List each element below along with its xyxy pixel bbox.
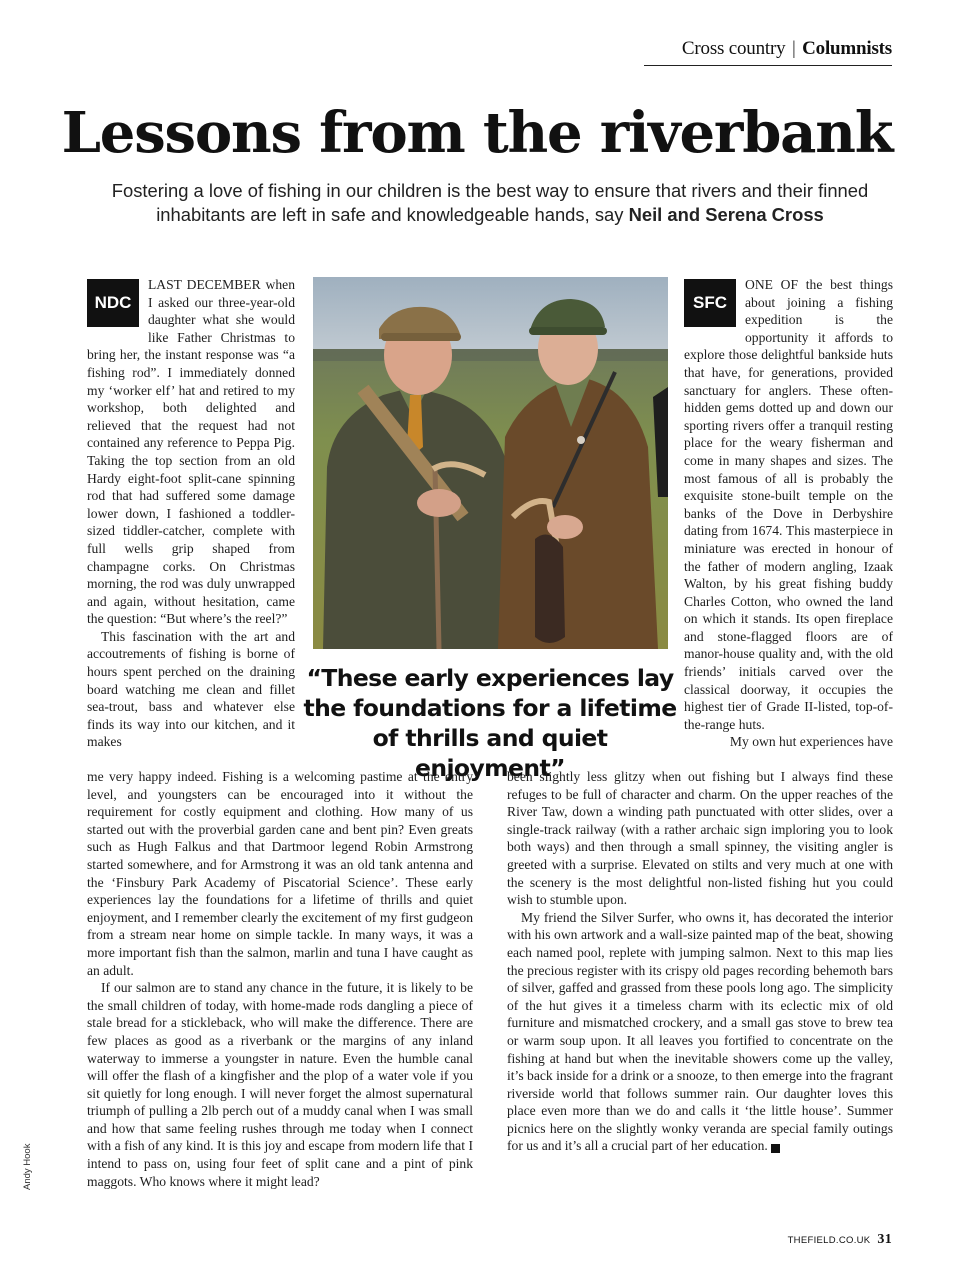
- paragraph: ONE OF the best things about joining a fishing expedition is the opportunity it affords to explore those delightful bankside huts that have, for generations, provided sanctuary for anglers. These often-hidden gems dotted up and down our sporting rivers offer a tranquil resting place for the weary fisherman and come in many shapes and sizes. The most famous of all is probably the exquisite stone-built temple on the banks of the Dove in Derbyshire dating from 1674. This masterpiece in miniature was erected in honour of the father of modern angling, Izaak Walton, by his great fishing buddy Charles Cotton, who owned the land on which it stands. Its open fireplace and stone-flagged floors are of manor-house quality and, with the old friends’ initials carved over the classical doorway, it occupies the highest tier of Grade II-listed, top-of-the-range huts.: [684, 277, 893, 732]
- left-column-bottom: [87, 768, 473, 1190]
- author-initials-badge: NDC: [87, 279, 139, 327]
- left-column-top: [87, 276, 295, 751]
- byline-authors: Neil and Serena Cross: [628, 204, 824, 225]
- page-footer: [788, 1232, 892, 1248]
- section-subcategory: Columnists: [802, 38, 892, 59]
- photo-credit: Andy Hook: [22, 1143, 33, 1190]
- right-column-bottom: [507, 768, 893, 1155]
- paragraph: been slightly less glitzy when out fishing but I always find these refuges to be full of character and charm. On the upper reaches of the River Taw, down a winding path punctuated with otter slides, over a single-track railway (with a rather archaic sign imploring you to look both ways) and then through a small spinney, the visiting angler is greeted with a surprise. Elevated on stilts and very much at one with the scenery is the most delightful non-listed fishing hut you could wish to stumble upon.: [507, 769, 893, 908]
- paragraph: My own hut experiences have: [729, 734, 893, 750]
- section-header: [644, 38, 892, 66]
- page-number: 31: [877, 1232, 892, 1247]
- paragraph: LAST DECEMBER when I asked our three-year-old daughter what she would like Father Christmas to bring her, the instant response was “a fishing rod”. I immediately donned my ‘worker elf’ hat and retired to my workshop, both delighted and relieved that the request had not contained any reference to Peppa Pig. Taking the top section from an old Hardy eight-foot split-cane spinning rod that had suffered some damage lower down, I fashioned a toddler-sized tiddler-catcher, complete with full wells grip shaped from champagne corks. On Christmas morning, the rod was duly unwrapped and again, without hesitation, came the question: “But where’s the reel?”: [87, 277, 295, 627]
- paragraph: [507, 909, 893, 1155]
- paragraph: me very happy indeed. Fishing is a welcoming pastime at the entry level, and youngsters can be encouraged into it without the requirement for costly equipment and clothing. How many of us started out with the proverbial garden cane and bent pin? Even greats such as Hugh Falkus and that Dartmoor legend Robin Armstrong started somewhere, and for Armstrong it was an old tank antenna and the ‘Finsbury Park Academy of Piscatorial Science’. These early experiences lay the foundations for a lifetime of thrills and quiet enjoyment, and I remember clearly the excitement of my first gudgeon from a stream near home on simple tackle. In many ways, it was a more important fish than the salmon, marlin and tuna I have caught as an adult.: [87, 769, 473, 978]
- hero-photo: [313, 277, 668, 649]
- standfirst-text: Fostering a love of fishing in our children is the best way to ensure that rivers and their finned inhabitants are left in safe and knowledgeable hands, say: [111, 180, 869, 225]
- section-separator: |: [791, 38, 796, 59]
- standfirst: [90, 179, 890, 227]
- headline: Lessons from the riverbank: [61, 100, 893, 166]
- paragraph: This fascination with the art and accoutrements of fishing is borne of hours spent perched on the draining board watching me clean and fillet sea-trout, bass and whatever else finds its way into our kitchen, and it makes: [87, 628, 295, 750]
- photo-illustration: [313, 277, 668, 649]
- end-mark-icon: F: [771, 1144, 780, 1153]
- paragraph-text: My friend the Silver Surfer, who owns it, has decorated the interior with his own artwork and a wall-size painted map of the beat, showing each named pool, replete with jumping salmon. Next to this map lies the precious register with its crispy old pages recording behemoth bars of silver, gaffed and grassed from these pools long ago. The simplicity of the hut gives it a timeless charm with its eclectic mix of old furniture and mismatched crockery, and a small gas stove to brew tea or warm soup upon. It all leaves you fortified to concentrate on the fishing at hand but when the inevitable showers come up the valley, it’s back inside for a drink or a snooze, to then emerge into the fragrant riverside world that follows summer rain. Our daughter loves this place even more than we do and calls it ‘the little house’. Summer picnics here on the slightly wonky veranda are special family outings for us and it’s all a crucial part of her education.: [507, 909, 893, 1154]
- pull-quote: “These early experiences lay the foundations for a lifetime of thrills and quiet enjoyment”: [303, 664, 677, 782]
- section-category: Cross country: [681, 38, 786, 59]
- author-initials-badge: SFC: [684, 279, 736, 327]
- footer-site: THEFIELD.CO.UK: [787, 1235, 871, 1246]
- paragraph: If our salmon are to stand any chance in the future, it is likely to be the small children of today, with home-made rods dangling a piece of stale bread for a stickleback, who will make the difference. There are few places as good as a riverbank or the margins of any inland waterway to immerse a youngster in nature. Even the humble canal will offer the flash of a kingfisher and the plop of a water vole if you sit quietly for long enough. I will never forget the almost supernatural triumph of pulling a 2lb perch out of a muddy canal when I was small and how that same feeling rushes through me today when I connect with a fish of any kind. It is this joy and escape from modern life that I intend to pass on, using four feet of split cane and a pint of pink maggots. Who knows where it might lead?: [87, 980, 473, 1189]
- right-column-top: [684, 276, 893, 751]
